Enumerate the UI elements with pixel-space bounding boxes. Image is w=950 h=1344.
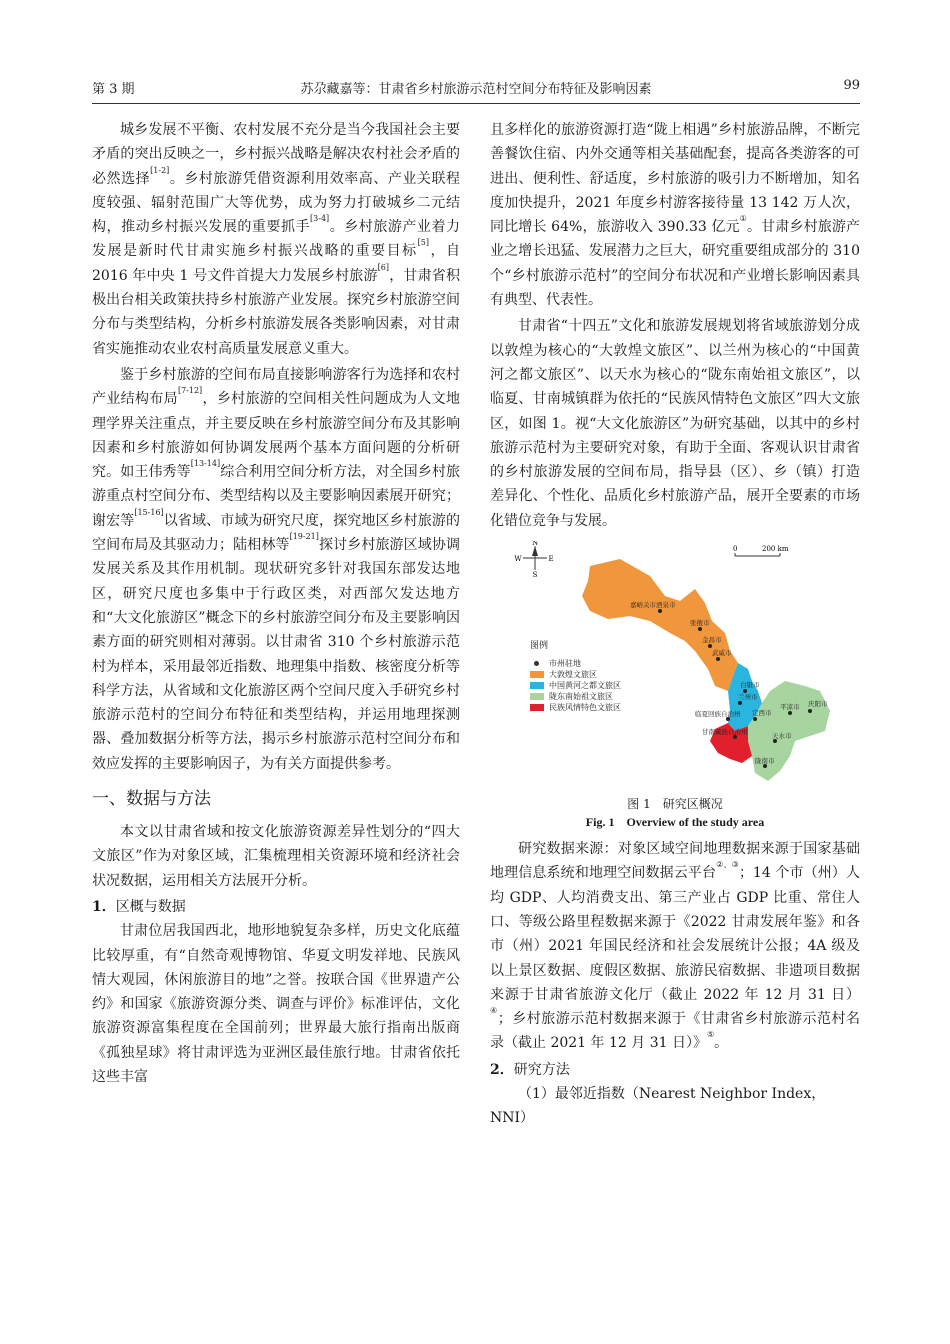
subsection-heading: 2．研究方法 <box>490 1061 570 1078</box>
paragraph: 且多样化的旅游资源打造“陇上相遇”乡村旅游品牌，不断完善餐饮住宿、内外交通等相关基础配套，提高各类游客的可进出、便利性、舒适度，乡村旅游的吸引力不断增加，知名度加快提升，2021 年度乡村游客接待量 13 142 万人次，同比增长 64%，旅游收入 390.33 亿元①。甘肃乡村旅游产业之增长迅猛、发展潜力之巨大，研究重要组成部分的 310 个“乡村旅游示范村”的空间分布状况和产业增长影响因素具有典型、代表性。 <box>490 122 861 309</box>
right-column <box>490 118 860 1131</box>
svg-text:临夏回族自治州: 临夏回族自治州 <box>695 710 741 719</box>
paragraph: 甘肃省“十四五”文化和旅游发展规划将省域旅游划分成以敦煌为核心的“大敦煌文旅区”、以兰州为核心的“中国黄河之都文旅区”、以天水为核心的“陇东南始祖文旅区”，以临夏、甘南城镇群为依托的“民族风情特色文旅区”四大文旅区，如图 1。视“大文化旅游区”为研究基础，以其中的乡村旅游示范村为主要研究对象，有助于全面、客观认识甘肃省的乡村旅游发展的空间布局，指导县（区）、乡（镇）打造差异化、个性化、品质化乡村旅游产品，展开全要素的市场化错位竞争与发展。 <box>490 318 860 529</box>
svg-text:S: S <box>532 571 538 580</box>
running-title: 苏尕藏嘉等：甘肃省乡村旅游示范村空间分布特征及影响因素 <box>300 82 652 97</box>
svg-text:定西市: 定西市 <box>752 709 772 718</box>
svg-text:W: W <box>514 555 522 564</box>
region-longdongnan <box>748 681 830 781</box>
svg-text:0: 0 <box>733 545 738 554</box>
method-heading: （1）最邻近指数（Nearest Neighbor Index，NNI） <box>490 1086 826 1127</box>
svg-text:陇南市: 陇南市 <box>755 757 775 766</box>
svg-text:嘉峪关市酒泉市: 嘉峪关市酒泉市 <box>630 601 676 610</box>
section-heading: 一、数据与方法 <box>92 789 211 810</box>
svg-text:200 km: 200 km <box>762 545 789 554</box>
map-legend: 图例 市州驻地 大敦煌文旅区 中国黄河之都文旅区 陇东南始祖文旅区 民族风情特色文旅区 <box>530 641 621 713</box>
page-header <box>92 78 860 100</box>
svg-text:甘南藏族自治州: 甘南藏族自治州 <box>702 728 748 737</box>
svg-text:白银市: 白银市 <box>740 681 760 690</box>
paragraph: 城乡发展不平衡、农村发展不充分是当今我国社会主要矛盾的突出反映之一，乡村振兴战略是解决农村社会矛盾的必然选择[1-2]。乡村旅游凭借资源利用效率高、产业关联程度较强、辐射范围广大等优势，成为努力打破城乡二元结构，推动乡村振兴发展的重要抓手[3-4]。乡村旅游产业着力发展是新时代甘肃实施乡村振兴战略的重要目标[5]，自 2016 年中央 1 号文件首提大力发展乡村旅游[6]，甘肃省积极出台相关政策扶持乡村旅游产业发展。探究乡村旅游空间分布与类型结构，分析乡村旅游发展各类影响因素，对甘肃省实施推动农业农村高质量发展意义重大。 <box>92 122 461 357</box>
header-rule <box>92 103 860 104</box>
svg-text:武威市: 武威市 <box>712 649 732 658</box>
svg-text:天水市: 天水市 <box>772 732 792 741</box>
paragraph: 鉴于乡村旅游的空间布局直接影响游客行为选择和农村产业结构布局[7-12]，乡村旅游的空间相关性问题成为人文地理学界关注重点，并主要反映在乡村旅游空间分布及其影响因素和乡村旅游如何协调发展两个基本方面问题的分析研究。如王伟秀等[13-14]综合利用空间分析方法，对全国乡村旅游重点村空间分布、类型结构以及主要影响因素展开研究；谢宏等[15-16]以省域、市域为研究尺度，探究地区乡村旅游的空间布局及其驱动力；陆相林等[19-21]探讨乡村旅游区域协调发展关系及其作用机制。现状研究多针对我国东部发达地区，研究尺度也多集中于行政区类，对西部欠发达地方和“大文化旅游区”概念下的乡村旅游空间分布及主要影响因素方面的研究则相对薄弱。以甘肃省 310 个乡村旅游示范村为样本，采用最邻近指数、地理集中指数、核密度分析等科学方法，从省域和文化旅游区两个空间尺度入手研究乡村旅游示范村的空间分布特征和类型结构，并运用地理探测器、叠加数据分析等方法，揭示乡村旅游示范村空间分布和效应发挥的主要影响因子，为有关方面提供参考。 <box>92 366 461 772</box>
paragraph: 本文以甘肃省域和按文化旅游资源差异性划分的“四大文旅区”作为对象区域，汇集梳理相关资源环境和经济社会状况数据，运用相关方法展开分析。 <box>92 824 460 889</box>
page-number: 99 <box>843 78 860 93</box>
svg-text:兰州市: 兰州市 <box>738 693 758 702</box>
svg-text:平凉市: 平凉市 <box>780 703 800 712</box>
paragraph: 研究数据来源：对象区域空间地理数据来源于国家基础地理信息系统和地理空间数据云平台②、③；14 个市（州）人均 GDP、人均消费支出、第三产业占 GDP 比重、常住人口、等级公路里程数据来源于《2022 甘肃发展年鉴》和各市（州）2021 年国民经济和社会发展统计公报；4A 级及以上景区数据、度假区数据、旅游民宿数据、非遗项目数据来源于甘肃省旅游文化厅（截止 2022 年 12 月 31 日）④；乡村旅游示范村数据来源于《甘肃省乡村旅游示范村名录（截止 2021 年 12 月 31 日）》⑤。 <box>490 841 861 1052</box>
svg-text:E: E <box>548 555 554 564</box>
figure-caption-en: Fig. 1 Overview of the study area <box>585 815 765 830</box>
svg-text:庆阳市: 庆阳市 <box>808 700 828 709</box>
svg-text:金昌市: 金昌市 <box>702 636 722 645</box>
figure-caption-cn: 图 1 研究区概况 <box>627 797 723 812</box>
scale-bar <box>733 545 789 556</box>
left-column <box>92 118 460 1091</box>
compass-icon <box>514 541 553 579</box>
subsection-heading: 1．区概与数据 <box>92 898 186 915</box>
svg-text:N: N <box>531 541 539 548</box>
paragraph: 甘肃位居我国西北，地形地貌复杂多样，历史文化底蕴比较厚重，有“自然奇观博物馆、华夏文明发祥地、民族风情大观园，休闲旅游目的地”之誉。按联合国《世界遗产公约》和国家《旅游资源分类、调查与评价》标准评估，文化旅游资源富集程度在全国前列；世界最大旅行指南出版商《孤独星球》将甘肃评选为亚洲区最佳旅行地。甘肃省依托这些丰富 <box>92 923 460 1085</box>
figure-map <box>490 541 860 791</box>
issue-number: 第 3 期 <box>92 82 135 97</box>
svg-text:张掖市: 张掖市 <box>690 619 710 628</box>
